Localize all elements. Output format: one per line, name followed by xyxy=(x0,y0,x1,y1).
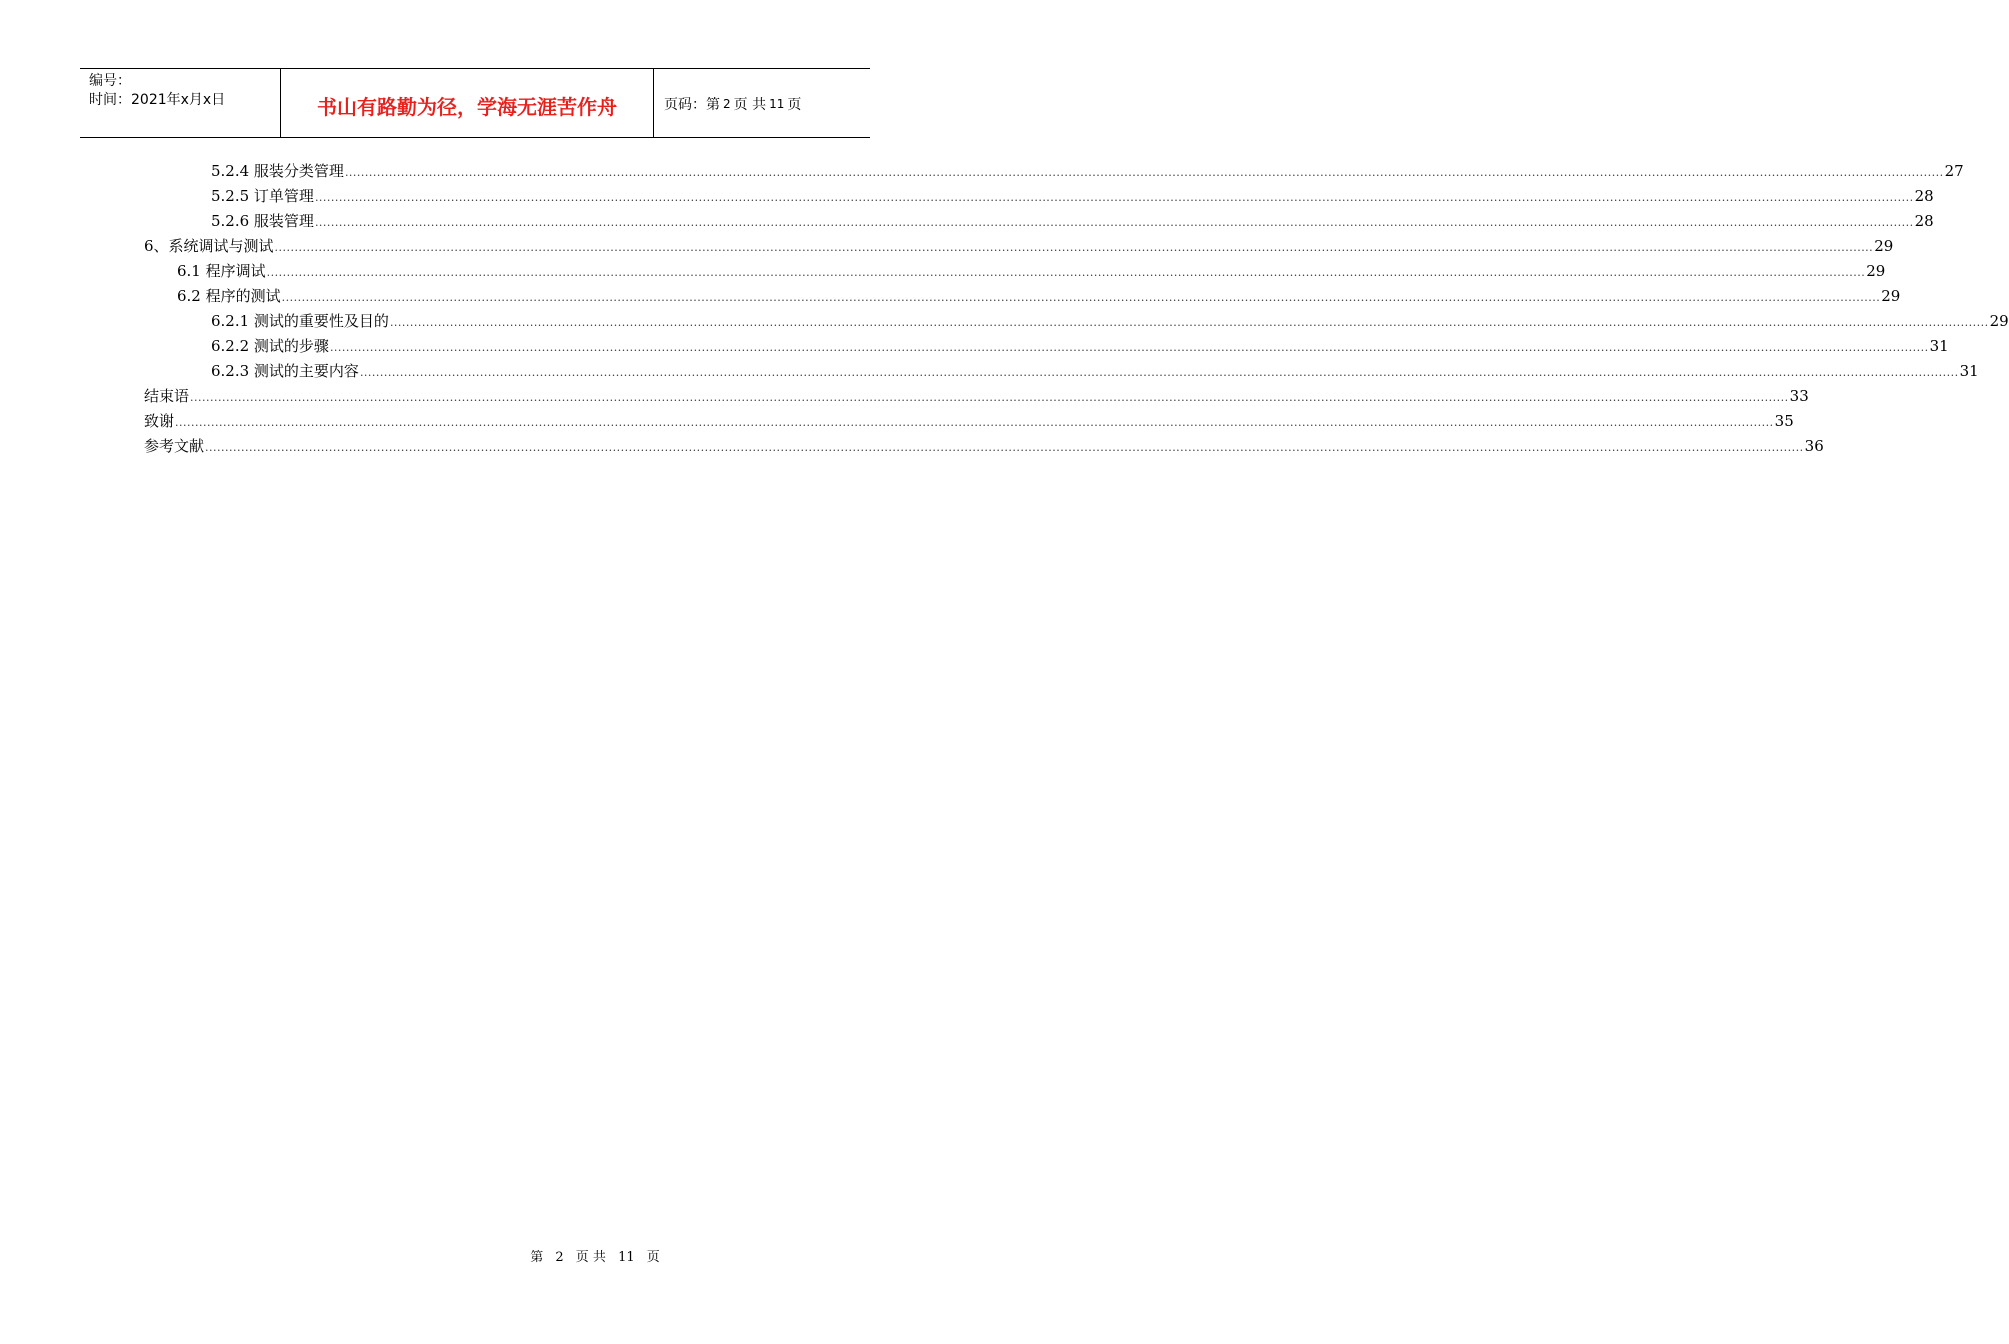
toc-leader-dots: ................................................................................................................................................................................................................................................................................................................................................................................................................ xyxy=(359,366,1959,379)
toc-entry[interactable] xyxy=(144,235,1894,260)
toc-entry[interactable] xyxy=(177,285,1901,310)
document-time-label: 时间：2021年x月x日 xyxy=(89,92,226,108)
toc-entry-title: 6.2.1 测试的重要性及目的 xyxy=(211,312,389,330)
footer-mid: 页 共 xyxy=(575,1250,606,1265)
toc-entry-page: 29 xyxy=(1989,312,2009,330)
toc-entry-page: 27 xyxy=(1944,162,1964,180)
toc-entry[interactable] xyxy=(211,360,1979,385)
toc-entry-page: 35 xyxy=(1774,412,1794,430)
toc-leader-dots: ................................................................................................................................................................................................................................................................................................................................................................................................................ xyxy=(205,441,1804,454)
header-meta xyxy=(80,69,281,137)
header-motto xyxy=(281,69,654,137)
toc-entry-title: 参考文献 xyxy=(144,437,205,455)
toc-leader-dots: ................................................................................................................................................................................................................................................................................................................................................................................................................ xyxy=(266,266,1866,279)
toc-leader-dots: ................................................................................................................................................................................................................................................................................................................................................................................................................ xyxy=(190,391,1789,404)
toc-leader-dots: ................................................................................................................................................................................................................................................................................................................................................................................................................ xyxy=(281,291,1881,304)
toc-entry[interactable] xyxy=(211,210,1934,235)
page-suffix: 页 xyxy=(787,97,802,113)
page-header xyxy=(80,68,870,138)
toc-entry[interactable] xyxy=(144,385,1809,410)
toc-entry-title: 5.2.5 订单管理 xyxy=(211,187,314,205)
toc-entry-title: 6.1 程序调试 xyxy=(177,262,266,280)
toc-leader-dots: ................................................................................................................................................................................................................................................................................................................................................................................................................ xyxy=(274,241,1874,254)
page-total: 11 xyxy=(769,97,785,111)
toc-entry[interactable] xyxy=(177,260,1886,285)
toc-entry[interactable] xyxy=(144,410,1794,435)
toc-entry[interactable] xyxy=(211,160,1964,185)
toc-entry-page: 29 xyxy=(1874,237,1894,255)
toc-entry-page: 29 xyxy=(1866,262,1886,280)
toc-leader-dots: ................................................................................................................................................................................................................................................................................................................................................................................................................ xyxy=(175,416,1774,429)
toc-leader-dots: ................................................................................................................................................................................................................................................................................................................................................................................................................ xyxy=(329,341,1929,354)
toc-entry-page: 31 xyxy=(1959,362,1979,380)
toc-entry[interactable] xyxy=(144,435,1824,460)
toc-entry-page: 29 xyxy=(1881,287,1901,305)
header-page-info xyxy=(654,69,870,137)
toc-entry-title: 6.2.2 测试的步骤 xyxy=(211,337,329,355)
toc-entry-page: 28 xyxy=(1914,187,1934,205)
toc-entry-title: 5.2.4 服装分类管理 xyxy=(211,162,344,180)
toc-entry-title: 结束语 xyxy=(144,387,190,405)
toc-entry[interactable] xyxy=(211,310,2009,335)
page-footer xyxy=(0,1246,950,1265)
footer-current: 2 xyxy=(555,1250,564,1265)
page-prefix: 页码：第 xyxy=(664,97,720,113)
page-mid: 页 共 xyxy=(733,97,767,113)
toc-entry-page: 28 xyxy=(1914,212,1934,230)
footer-total: 11 xyxy=(618,1250,635,1265)
toc-leader-dots: ................................................................................................................................................................................................................................................................................................................................................................................................................ xyxy=(389,316,1989,329)
toc-leader-dots: ................................................................................................................................................................................................................................................................................................................................................................................................................ xyxy=(314,191,1914,204)
footer-suffix: 页 xyxy=(646,1250,660,1265)
toc-entry-title: 6.2 程序的测试 xyxy=(177,287,281,305)
toc-leader-dots: ................................................................................................................................................................................................................................................................................................................................................................................................................ xyxy=(314,216,1914,229)
toc-entry-title: 5.2.6 服装管理 xyxy=(211,212,314,230)
toc-entry-page: 36 xyxy=(1804,437,1824,455)
footer-prefix: 第 xyxy=(530,1250,544,1265)
toc-entry[interactable] xyxy=(211,185,1934,210)
document-number-label: 编号： xyxy=(89,73,131,89)
toc-entry-title: 6、系统调试与测试 xyxy=(144,237,274,255)
toc-entry-page: 31 xyxy=(1929,337,1949,355)
toc-entry-title: 6.2.3 测试的主要内容 xyxy=(211,362,359,380)
motto-text: 书山有路勤为径，学海无涯苦作舟 xyxy=(317,94,617,119)
toc-leader-dots: ................................................................................................................................................................................................................................................................................................................................................................................................................ xyxy=(344,166,1944,179)
toc-entry-page: 33 xyxy=(1789,387,1809,405)
toc-entry[interactable] xyxy=(211,335,1949,360)
toc-entry-title: 致谢 xyxy=(144,412,175,430)
page-current: 2 xyxy=(723,97,731,111)
